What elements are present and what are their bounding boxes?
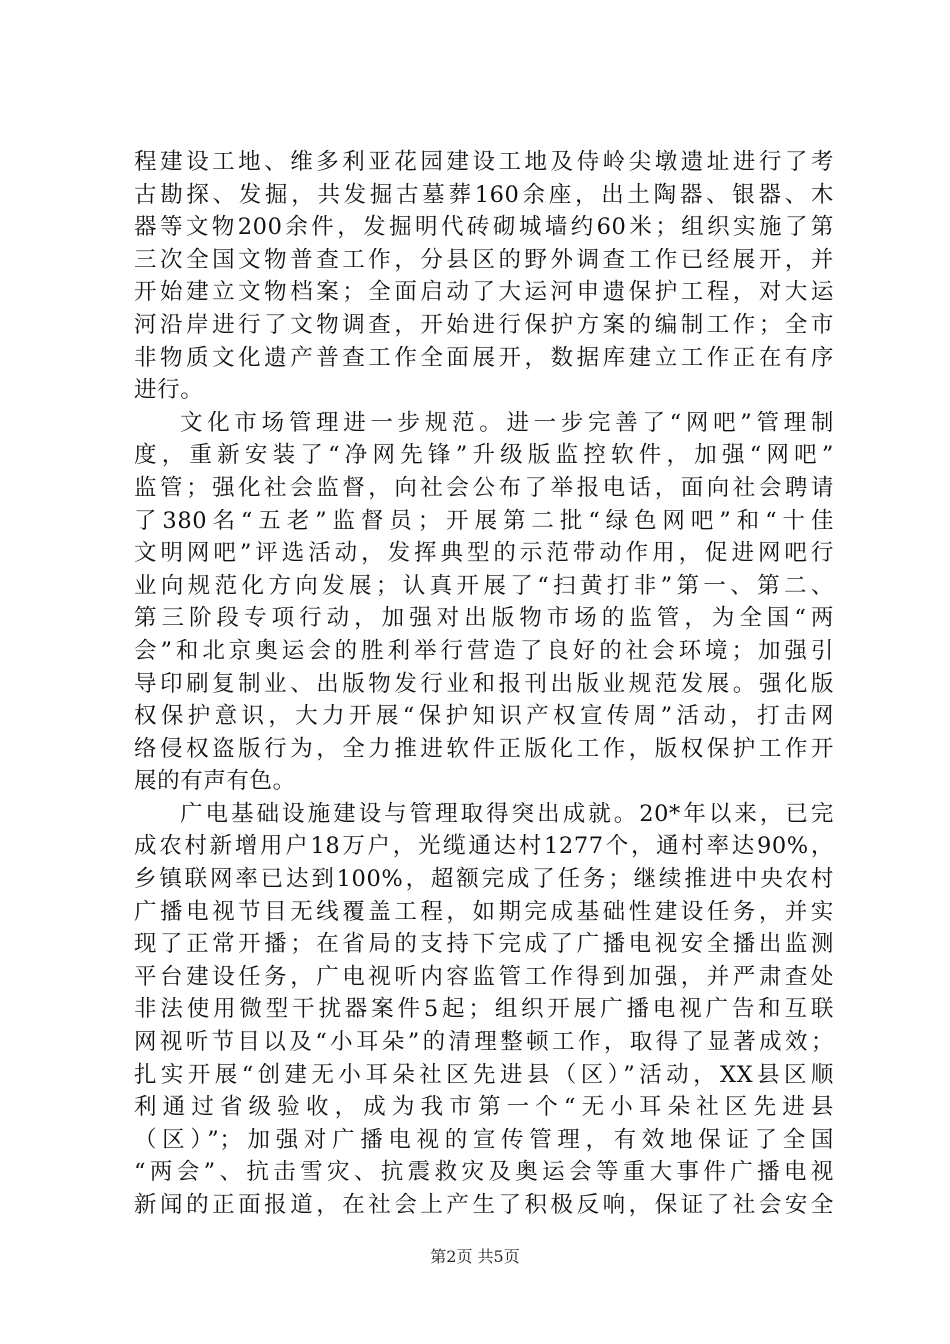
text-line: 展的有声有色。 <box>134 768 296 795</box>
text-line: 古勘探、发掘，共发掘古墓葬160余座，出土陶器、银器、木 <box>134 181 834 208</box>
text-line: 河沿岸进行了文物调查，开始进行保护方案的编制工作；全市 <box>134 311 834 338</box>
text-line: 三次全国文物普查工作，分县区的野外调查工作已经展开，并 <box>134 246 834 273</box>
text-line: 权保护意识，大力开展“保护知识产权宣传周”活动，打击网 <box>134 703 834 730</box>
paragraph-broadcast-infrastructure <box>134 798 834 1222</box>
text-line: 乡镇联网率已达到100%，超额完成了任务；继续推进中央农村 <box>134 866 834 893</box>
text-line: 扎实开展“创建无小耳朵社区先进县（区）”活动，XX县区顺 <box>134 1061 834 1088</box>
text-line: “两会”、抗击雪灾、抗震救灾及奥运会等重大事件广播电视 <box>134 1159 834 1186</box>
text-line: 器等文物200余件，发掘明代砖砌城墙约60米；组织实施了第 <box>134 214 834 241</box>
text-line: 广播电视节目无线覆盖工程，如期完成基础性建设任务，并实 <box>134 898 834 925</box>
text-line: 络侵权盗版行为，全力推进软件正版化工作，版权保护工作开 <box>134 735 834 762</box>
text-line: 广电基础设施建设与管理取得突出成就。20*年以来，已完 <box>180 800 834 827</box>
text-line: 进行。 <box>134 377 204 404</box>
page-number-footer: 第2页 共5页 <box>430 1247 520 1266</box>
text-line: 监管；强化社会监督，向社会公布了举报电话，面向社会聘请 <box>134 474 834 501</box>
text-line: 文化市场管理进一步规范。进一步完善了“网吧”管理制 <box>180 409 834 436</box>
text-line: 文明网吧”评选活动，发挥典型的示范带动作用，促进网吧行 <box>134 540 834 567</box>
text-line: 非法使用微型干扰器案件5起；组织开展广播电视广告和互联 <box>134 996 834 1023</box>
paragraph-cultural-relics <box>134 146 834 407</box>
text-line: 导印刷复制业、出版物发行业和报刊出版业规范发展。强化版 <box>134 670 834 697</box>
paragraph-culture-market <box>134 407 834 798</box>
text-line: 会”和北京奥运会的胜利举行营造了良好的社会环境；加强引 <box>134 637 834 664</box>
text-line: 程建设工地、维多利亚花园建设工地及侍岭尖墩遗址进行了考 <box>134 149 834 175</box>
text-line: 非物质文化遗产普查工作全面展开，数据库建立工作正在有序 <box>134 344 834 371</box>
text-line: （区）”；加强对广播电视的宣传管理，有效地保证了全国 <box>134 1126 834 1153</box>
text-line: 业向规范化方向发展；认真开展了“扫黄打非”第一、第二、 <box>134 572 834 599</box>
text-line: 利通过省级验收，成为我市第一个“无小耳朵社区先进县 <box>134 1094 834 1121</box>
text-line: 成农村新增用户18万户，光缆通达村1277个，通村率达90%， <box>134 833 834 860</box>
text-line: 新闻的正面报道，在社会上产生了积极反响，保证了社会安全 <box>134 1192 834 1218</box>
text-line: 网视听节目以及“小耳朵”的清理整顿工作，取得了显著成效； <box>134 1029 834 1056</box>
text-line: 现了正常开播；在省局的支持下完成了广播电视安全播出监测 <box>134 931 834 958</box>
text-line: 度，重新安装了“净网先锋”升级版监控软件，加强“网吧” <box>134 442 834 469</box>
text-line: 开始建立文物档案；全面启动了大运河申遗保护工程，对大运 <box>134 279 834 306</box>
text-line: 平台建设任务，广电视听内容监管工作得到加强，并严肃查处 <box>134 963 834 990</box>
document-body <box>134 146 834 1222</box>
text-line: 了380名“五老”监督员；开展第二批“绿色网吧”和“十佳 <box>134 507 834 534</box>
text-line: 第三阶段专项行动，加强对出版物市场的监管，为全国“两 <box>134 605 834 632</box>
